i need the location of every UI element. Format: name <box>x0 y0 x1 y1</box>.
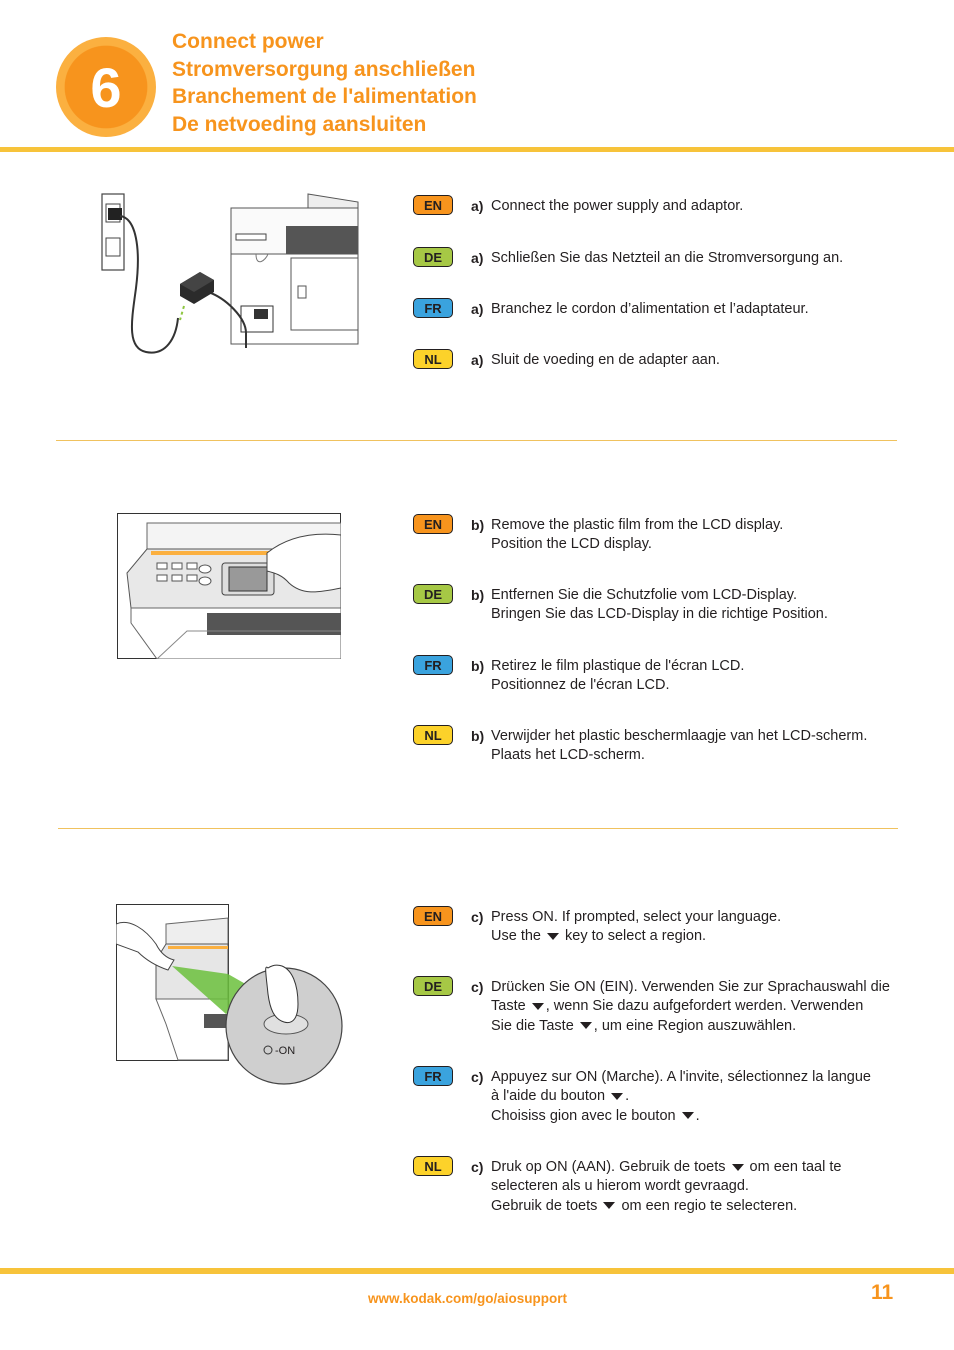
instruction-row-b-de <box>413 586 897 625</box>
lang-badge-de: DE <box>413 247 453 267</box>
step-letter: a) <box>471 250 484 266</box>
instruction-row-a-nl <box>413 351 897 370</box>
instruction-row-a-de <box>413 249 897 268</box>
instruction-text: Gebruik de toets om een regio te selecteren. <box>491 1197 798 1214</box>
power-on-illustration <box>116 904 344 1090</box>
instruction-text: Remove the plastic film from the LCD display. <box>491 517 784 533</box>
title-de: Stromversorgung anschließen <box>172 57 476 81</box>
step-letter: c) <box>471 1069 484 1085</box>
step-letter: b) <box>471 517 485 533</box>
title-nl: De netvoeding aansluiten <box>172 112 427 136</box>
step-letter: c) <box>471 979 484 995</box>
page-number: 11 <box>871 1281 894 1304</box>
lcd-display-illustration <box>117 513 341 659</box>
instruction-text: selecteren als u hierom wordt gevraagd. <box>491 1178 749 1195</box>
down-arrow-key-icon <box>611 1093 623 1100</box>
lang-badge-fr: FR <box>413 655 453 675</box>
instruction-text: Plaats het LCD-scherm. <box>491 747 645 764</box>
instruction-row-a-en <box>413 197 897 216</box>
step-letter: c) <box>471 909 484 925</box>
instruction-row-c-fr <box>413 1068 897 1126</box>
instruction-row-b-en <box>413 516 897 555</box>
power-connection-illustration <box>96 188 360 360</box>
title-fr: Branchement de l'alimentation <box>172 85 477 108</box>
footer-bar <box>0 1268 954 1274</box>
section-divider <box>58 828 898 829</box>
step-letter: c) <box>471 1159 484 1175</box>
down-arrow-key-icon <box>532 1003 544 1010</box>
step-number: 6 <box>90 55 122 119</box>
instruction-text: Verwijder het plastic beschermlaagje van het LCD-scherm. <box>491 728 868 744</box>
step-number-badge <box>56 37 156 137</box>
instruction-row-b-nl <box>413 727 897 766</box>
instruction-text: Drücken Sie ON (EIN). Verwenden Sie zur Sprachauswahl die <box>491 979 890 995</box>
instruction-text: Press ON. If prompted, select your language. <box>491 909 782 925</box>
instruction-text: à l'aide du bouton . <box>491 1088 630 1105</box>
on-button-label: -ON <box>275 1045 296 1057</box>
support-url[interactable]: www.kodak.com/go/aiosupport <box>368 1291 568 1306</box>
instruction-text: Schließen Sie das Netzteil an die Stromversorgung an. <box>491 250 844 266</box>
instruction-text: Appuyez sur ON (Marche). A l'invite, sélectionnez la langue <box>491 1069 871 1085</box>
instruction-text: Position the LCD display. <box>491 536 652 553</box>
instruction-text: Sie die Taste , um eine Region auszuwählen. <box>491 1017 797 1034</box>
header-bar <box>0 147 954 152</box>
step-letter: b) <box>471 658 485 674</box>
instruction-text: Taste , wenn Sie dazu aufgefordert werden. Verwenden <box>491 998 864 1015</box>
step-letter: a) <box>471 198 484 214</box>
down-arrow-key-icon <box>732 1164 744 1171</box>
instruction-row-c-en <box>413 908 897 947</box>
instruction-text: Bringen Sie das LCD-Display in die richtige Position. <box>491 606 828 623</box>
lang-badge-nl: NL <box>413 349 453 369</box>
instruction-text: Entfernen Sie die Schutzfolie vom LCD-Display. <box>491 587 797 603</box>
instruction-text: Branchez le cordon d’alimentation et l’adaptateur. <box>491 301 809 317</box>
instruction-row-b-fr <box>413 657 897 696</box>
step-letter: a) <box>471 301 484 317</box>
instruction-row-c-de <box>413 978 897 1036</box>
section-divider <box>56 440 897 441</box>
lang-badge-en: EN <box>413 514 453 534</box>
down-arrow-key-icon <box>603 1202 615 1209</box>
step-letter: a) <box>471 352 484 368</box>
instruction-text: Choisiss gion avec le bouton . <box>491 1107 700 1124</box>
instruction-row-a-fr <box>413 300 897 319</box>
down-arrow-key-icon <box>580 1022 592 1029</box>
lang-badge-de: DE <box>413 584 453 604</box>
lang-badge-fr: FR <box>413 1066 453 1086</box>
title-en: Connect power <box>172 30 324 53</box>
lang-badge-nl: NL <box>413 1156 453 1176</box>
lang-badge-de: DE <box>413 976 453 996</box>
instruction-text: Druk op ON (AAN). Gebruik de toets om een taal te <box>491 1159 842 1175</box>
lang-badge-fr: FR <box>413 298 453 318</box>
instruction-text: Positionnez de l'écran LCD. <box>491 677 670 694</box>
instruction-text: Connect the power supply and adaptor. <box>491 198 744 214</box>
down-arrow-key-icon <box>547 933 559 940</box>
lang-badge-nl: NL <box>413 725 453 745</box>
instruction-text: Sluit de voeding en de adapter aan. <box>491 352 720 368</box>
step-titles <box>172 28 477 138</box>
instruction-text: Use the key to select a region. <box>491 928 707 945</box>
step-letter: b) <box>471 587 485 603</box>
down-arrow-key-icon <box>682 1112 694 1119</box>
step-letter: b) <box>471 728 485 744</box>
instruction-text: Retirez le film plastique de l'écran LCD. <box>491 658 745 674</box>
lang-badge-en: EN <box>413 195 453 215</box>
lang-badge-en: EN <box>413 906 453 926</box>
instruction-row-c-nl <box>413 1158 897 1216</box>
